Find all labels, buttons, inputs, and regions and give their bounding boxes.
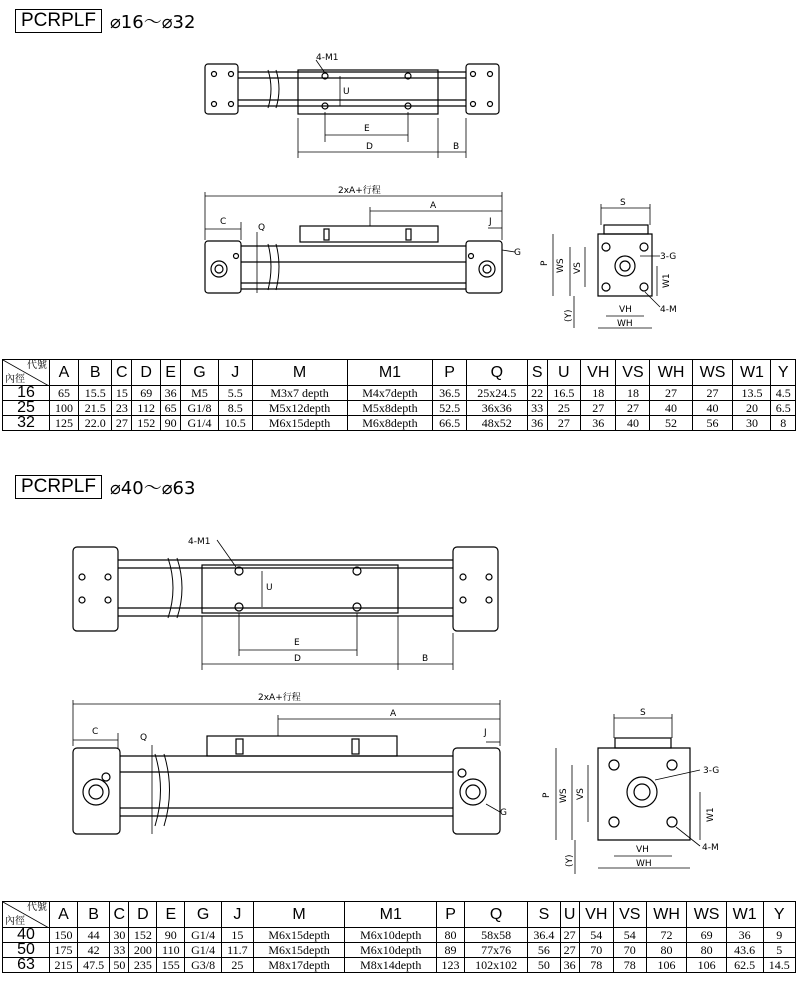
table-cell: 18 bbox=[616, 386, 650, 401]
col-header: B bbox=[77, 902, 109, 928]
table-cell: 27 bbox=[616, 401, 650, 416]
table-cell: 8 bbox=[771, 416, 796, 431]
table-cell: G3/8 bbox=[185, 958, 222, 973]
side-view-1 bbox=[0, 190, 800, 340]
table-body bbox=[3, 386, 796, 431]
table-row bbox=[3, 401, 796, 416]
col-header: P bbox=[437, 902, 465, 928]
table-cell: 80 bbox=[437, 928, 465, 943]
col-header: U bbox=[560, 902, 579, 928]
table-cell: 36.4 bbox=[528, 928, 560, 943]
col-header: E bbox=[161, 360, 181, 386]
bore-cell: 16 bbox=[3, 386, 50, 401]
table-cell: 102x102 bbox=[465, 958, 528, 973]
table-cell: 125 bbox=[50, 416, 79, 431]
table-cell: 80 bbox=[646, 943, 687, 958]
bore-range: ⌀16～⌀32 bbox=[109, 12, 196, 33]
bore-cell: 50 bbox=[3, 943, 50, 958]
col-header: W1 bbox=[733, 360, 771, 386]
col-header: U bbox=[547, 360, 581, 386]
table-cell: 89 bbox=[437, 943, 465, 958]
col-header: D bbox=[129, 902, 157, 928]
table-cell: 106 bbox=[687, 958, 726, 973]
label-j: J bbox=[489, 217, 492, 227]
table-cell: 40 bbox=[692, 401, 733, 416]
table-cell: 40 bbox=[650, 401, 692, 416]
table-cell: 106 bbox=[646, 958, 687, 973]
label-q: Q bbox=[140, 733, 148, 743]
corner-cell: 代號 內徑 bbox=[3, 360, 50, 386]
table-cell: 80 bbox=[687, 943, 726, 958]
col-header: VH bbox=[581, 360, 616, 386]
label-4-m1: 4-M1 bbox=[188, 537, 211, 547]
label-a: A bbox=[430, 201, 437, 211]
table-cell: 5.5 bbox=[219, 386, 253, 401]
table-cell: 152 bbox=[132, 416, 161, 431]
table-row bbox=[3, 943, 796, 958]
col-header: A bbox=[50, 360, 79, 386]
col-header: J bbox=[222, 902, 254, 928]
col-header: C bbox=[110, 902, 129, 928]
table-cell: 52 bbox=[650, 416, 692, 431]
col-header: J bbox=[219, 360, 253, 386]
label-u: U bbox=[266, 583, 273, 593]
table-cell: 215 bbox=[50, 958, 78, 973]
table-cell: 36x36 bbox=[466, 401, 527, 416]
table-cell: 69 bbox=[687, 928, 726, 943]
table-cell: 70 bbox=[613, 943, 646, 958]
table-cell: 18 bbox=[581, 386, 616, 401]
table-row bbox=[3, 386, 796, 401]
table-cell: 25x24.5 bbox=[466, 386, 527, 401]
label-c: C bbox=[92, 727, 99, 737]
col-header: B bbox=[78, 360, 112, 386]
table-cell: 100 bbox=[50, 401, 79, 416]
table-cell: 47.5 bbox=[77, 958, 109, 973]
bore-cell: 32 bbox=[3, 416, 50, 431]
label-d: D bbox=[294, 654, 301, 664]
table-cell: M8x17depth bbox=[253, 958, 345, 973]
label-a: A bbox=[390, 709, 397, 719]
col-header: Y bbox=[763, 902, 795, 928]
label-s: S bbox=[620, 198, 626, 208]
col-header: M1 bbox=[347, 360, 433, 386]
table-cell: 72 bbox=[646, 928, 687, 943]
label-stroke: 2xA+行程 bbox=[258, 693, 301, 703]
table-cell: 5 bbox=[763, 943, 795, 958]
table-cell: 4.5 bbox=[771, 386, 796, 401]
label-g: G bbox=[500, 808, 507, 818]
table-cell: 66.5 bbox=[433, 416, 467, 431]
col-header: WH bbox=[650, 360, 692, 386]
table-cell: 69 bbox=[132, 386, 161, 401]
table-cell: 33 bbox=[110, 943, 129, 958]
table-cell: 36 bbox=[560, 958, 579, 973]
col-header: G bbox=[180, 360, 218, 386]
bore-cell: 25 bbox=[3, 401, 50, 416]
table-cell: 36 bbox=[161, 386, 181, 401]
table-cell: 13.5 bbox=[733, 386, 771, 401]
table-header-row bbox=[3, 360, 796, 386]
label-w1: W1 bbox=[662, 273, 672, 288]
col-header: VS bbox=[613, 902, 646, 928]
label-e: E bbox=[294, 638, 300, 648]
table-row bbox=[3, 958, 796, 973]
table-cell: M6x15depth bbox=[253, 943, 345, 958]
label-3-g: 3-G bbox=[660, 252, 677, 262]
table-cell: 30 bbox=[110, 928, 129, 943]
bore-range: ⌀40～⌀63 bbox=[109, 478, 196, 499]
table-cell: M6x8depth bbox=[347, 416, 433, 431]
table-cell: 15 bbox=[112, 386, 132, 401]
label-4-m: 4-M bbox=[660, 305, 677, 315]
col-header: G bbox=[185, 902, 222, 928]
col-header: W1 bbox=[726, 902, 763, 928]
label-y: (Y) bbox=[565, 854, 575, 867]
table-cell: 123 bbox=[437, 958, 465, 973]
label-ws: WS bbox=[556, 258, 566, 273]
label-c: C bbox=[220, 217, 227, 227]
table-cell: 48x52 bbox=[466, 416, 527, 431]
table-cell: 54 bbox=[579, 928, 613, 943]
table-cell: 112 bbox=[132, 401, 161, 416]
label-vs: VS bbox=[573, 262, 583, 274]
table-cell: 56 bbox=[692, 416, 733, 431]
col-header: Q bbox=[465, 902, 528, 928]
table-cell: 15.5 bbox=[78, 386, 112, 401]
table-cell: M8x14depth bbox=[345, 958, 437, 973]
table-cell: 8.5 bbox=[219, 401, 253, 416]
table-cell: 27 bbox=[560, 928, 579, 943]
table-cell: M3x7 depth bbox=[252, 386, 347, 401]
table-cell: 27 bbox=[650, 386, 692, 401]
table-cell: 52.5 bbox=[433, 401, 467, 416]
table-cell: 11.7 bbox=[222, 943, 254, 958]
label-s: S bbox=[640, 708, 646, 718]
table-cell: 30 bbox=[733, 416, 771, 431]
table-cell: 65 bbox=[50, 386, 79, 401]
table-cell: M5x8depth bbox=[347, 401, 433, 416]
table-cell: 27 bbox=[692, 386, 733, 401]
table-cell: M6x10depth bbox=[345, 928, 437, 943]
label-3-g: 3-G bbox=[703, 766, 720, 776]
table-cell: 200 bbox=[129, 943, 157, 958]
top-view-2 bbox=[0, 520, 800, 700]
table-cell: G1/4 bbox=[185, 943, 222, 958]
table-cell: 9 bbox=[763, 928, 795, 943]
col-header: WS bbox=[692, 360, 733, 386]
table-header-row bbox=[3, 902, 796, 928]
table-cell: 25 bbox=[547, 401, 581, 416]
table-cell: 50 bbox=[110, 958, 129, 973]
side-view-2 bbox=[0, 700, 800, 880]
table-cell: 50 bbox=[528, 958, 560, 973]
table-cell: 21.5 bbox=[78, 401, 112, 416]
table-cell: 65 bbox=[161, 401, 181, 416]
col-header: M bbox=[253, 902, 345, 928]
table-cell: M6x10depth bbox=[345, 943, 437, 958]
table-cell: 175 bbox=[50, 943, 78, 958]
col-header: C bbox=[112, 360, 132, 386]
label-vs: VS bbox=[576, 788, 586, 800]
label-q: Q bbox=[258, 223, 266, 233]
col-header: E bbox=[157, 902, 185, 928]
col-header: S bbox=[528, 902, 560, 928]
table-cell: 110 bbox=[157, 943, 185, 958]
table-cell: 155 bbox=[157, 958, 185, 973]
label-b: B bbox=[453, 142, 460, 152]
label-w1: W1 bbox=[706, 807, 716, 822]
label-stroke: 2xA+行程 bbox=[338, 186, 381, 196]
table-cell: M6x15depth bbox=[253, 928, 345, 943]
table-cell: 42 bbox=[77, 943, 109, 958]
label-vh: VH bbox=[636, 845, 649, 855]
table-body bbox=[3, 928, 796, 973]
table-cell: 62.5 bbox=[726, 958, 763, 973]
table-cell: 14.5 bbox=[763, 958, 795, 973]
spec-table-1 bbox=[2, 359, 796, 431]
table-cell: 78 bbox=[613, 958, 646, 973]
label-j: J bbox=[484, 728, 487, 738]
table-row bbox=[3, 928, 796, 943]
table-cell: G1/8 bbox=[180, 401, 218, 416]
label-4-m1: 4-M1 bbox=[316, 53, 339, 63]
table-cell: 10.5 bbox=[219, 416, 253, 431]
table-cell: 25 bbox=[222, 958, 254, 973]
corner-cell: 代號 內徑 bbox=[3, 902, 50, 928]
col-header: Q bbox=[466, 360, 527, 386]
col-header: M1 bbox=[345, 902, 437, 928]
table-cell: 43.6 bbox=[726, 943, 763, 958]
label-ws: WS bbox=[559, 788, 569, 803]
label-b: B bbox=[422, 654, 429, 664]
table-cell: 27 bbox=[581, 401, 616, 416]
bore-cell: 40 bbox=[3, 928, 50, 943]
col-header: S bbox=[527, 360, 547, 386]
table-cell: 33 bbox=[527, 401, 547, 416]
table-cell: 44 bbox=[77, 928, 109, 943]
table-cell: 58x58 bbox=[465, 928, 528, 943]
table-cell: 27 bbox=[547, 416, 581, 431]
table-cell: 22 bbox=[527, 386, 547, 401]
label-e: E bbox=[364, 124, 370, 134]
table-cell: 36 bbox=[527, 416, 547, 431]
label-4-m: 4-M bbox=[702, 843, 719, 853]
table-cell: 235 bbox=[129, 958, 157, 973]
col-header: WS bbox=[687, 902, 726, 928]
section-1-title bbox=[15, 8, 195, 34]
model-name: PCRPLF bbox=[15, 475, 102, 499]
table-cell: 56 bbox=[528, 943, 560, 958]
bore-cell: 63 bbox=[3, 958, 50, 973]
table-cell: 90 bbox=[161, 416, 181, 431]
table-cell: G1/4 bbox=[180, 416, 218, 431]
label-p: P bbox=[542, 792, 552, 798]
table-cell: G1/4 bbox=[185, 928, 222, 943]
col-header: D bbox=[132, 360, 161, 386]
table-cell: 36.5 bbox=[433, 386, 467, 401]
table-cell: 77x76 bbox=[465, 943, 528, 958]
table-row bbox=[3, 416, 796, 431]
table-cell: M5 bbox=[180, 386, 218, 401]
label-p: P bbox=[540, 260, 550, 266]
col-header: A bbox=[50, 902, 78, 928]
label-u: U bbox=[343, 87, 350, 97]
table-cell: 36 bbox=[581, 416, 616, 431]
label-y: (Y) bbox=[564, 309, 574, 322]
table-cell: 78 bbox=[579, 958, 613, 973]
table-cell: 22.0 bbox=[78, 416, 112, 431]
table-cell: M5x12depth bbox=[252, 401, 347, 416]
col-header: Y bbox=[771, 360, 796, 386]
table-cell: 6.5 bbox=[771, 401, 796, 416]
col-header: M bbox=[252, 360, 347, 386]
label-wh: WH bbox=[636, 859, 652, 869]
table-cell: M4x7depth bbox=[347, 386, 433, 401]
label-vh: VH bbox=[619, 305, 632, 315]
section-2-title bbox=[15, 474, 195, 500]
label-d: D bbox=[366, 142, 373, 152]
table-cell: 27 bbox=[112, 416, 132, 431]
spec-table-2 bbox=[2, 901, 796, 973]
model-name: PCRPLF bbox=[15, 9, 102, 33]
table-cell: 15 bbox=[222, 928, 254, 943]
col-header: VS bbox=[616, 360, 650, 386]
table-cell: 90 bbox=[157, 928, 185, 943]
table-cell: 40 bbox=[616, 416, 650, 431]
table-cell: 23 bbox=[112, 401, 132, 416]
table-cell: 54 bbox=[613, 928, 646, 943]
table-cell: 27 bbox=[560, 943, 579, 958]
table-cell: 36 bbox=[726, 928, 763, 943]
label-wh: WH bbox=[617, 319, 633, 329]
col-header: VH bbox=[579, 902, 613, 928]
table-cell: 20 bbox=[733, 401, 771, 416]
col-header: P bbox=[433, 360, 467, 386]
table-cell: 70 bbox=[579, 943, 613, 958]
label-g: G bbox=[514, 248, 521, 258]
table-cell: M6x15depth bbox=[252, 416, 347, 431]
table-cell: 152 bbox=[129, 928, 157, 943]
table-cell: 16.5 bbox=[547, 386, 581, 401]
col-header: WH bbox=[646, 902, 687, 928]
table-cell: 150 bbox=[50, 928, 78, 943]
